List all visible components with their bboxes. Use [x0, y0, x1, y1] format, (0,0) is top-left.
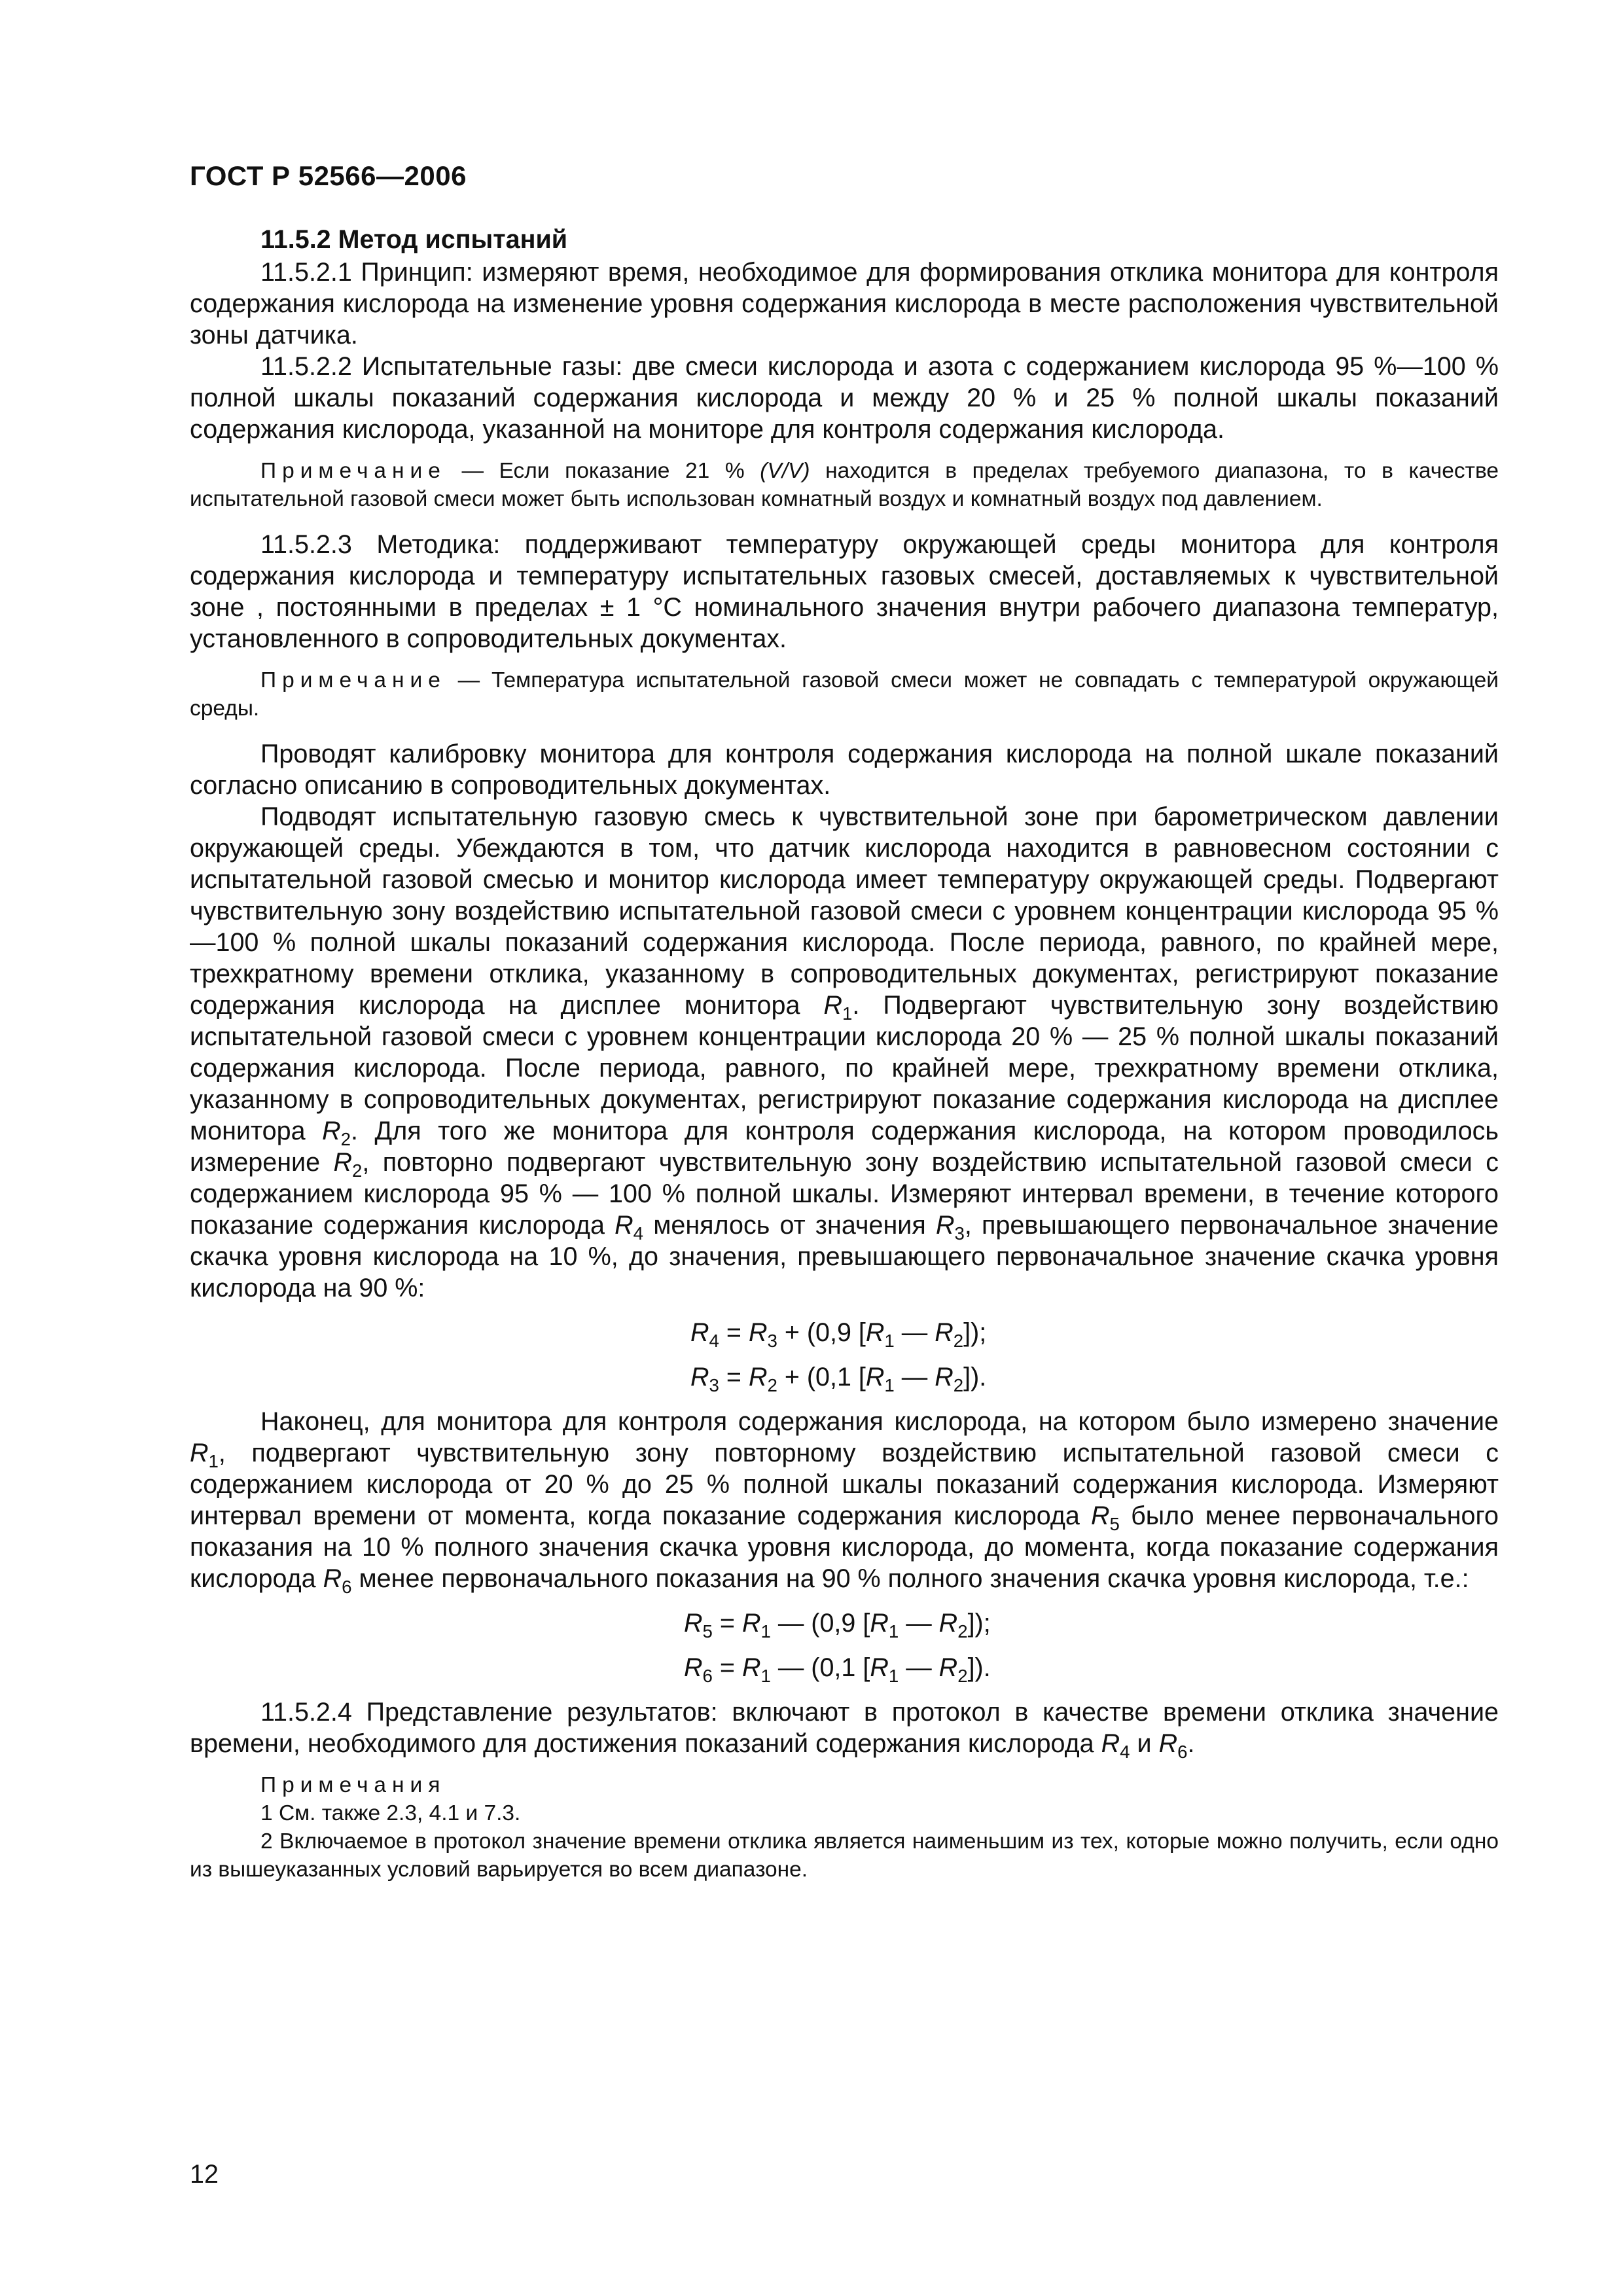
formula-r5: $R_5 = R_1$ — (0,9 [$R_1$ — $R_2$]);	[684, 1609, 991, 1641]
formula-r3: $R_3 = R_2 + (0,1$ [$R_1$ — $R_2$]).	[690, 1363, 987, 1395]
note-temperature: Примечание — Температура испытательной газовой смеси может не совпадать с температурой окружающей среды.	[190, 668, 1499, 721]
formula-r4: $R_4 = R_3 + (0,9$ [$R_1$ — $R_2$]);	[690, 1318, 987, 1351]
document-page	[190, 0, 1499, 2296]
paragraph-test-gases: 11.5.2.2 Испытательные газы: две смеси кислорода и азота с содержанием кислорода 95 %—100 % полной шкалы показаний содержания кислорода и между 20 % и 25 % полной шкалы показаний содержания кислорода, указанной на мониторе для контроля содержания кислорода.	[190, 352, 1499, 444]
document-header: ГОСТ Р 52566—2006	[190, 160, 467, 191]
notes-title: Примечания	[260, 1773, 446, 1797]
page-number: 12	[190, 2160, 219, 2189]
note-label: Примечание	[260, 668, 446, 692]
note-item-1: 1 См. также 2.3, 4.1 и 7.3.	[260, 1801, 521, 1825]
paragraph-calibration: Проводят калибровку монитора для контроля содержания кислорода на полной шкале показаний согласно описанию в сопроводительных документах.	[190, 740, 1499, 800]
note-label: Примечание	[260, 459, 446, 483]
paragraph-method: 11.5.2.3 Методика: поддерживают температуру окружающей среды монитора для контроля содержания кислорода и температуру испытательных газовых смесей, доставляемых к чувствительной зоне , постоянными в пределах ± 1 °С номинального значения внутри рабочего диапазона температур, установленного в сопроводительных документах.	[190, 530, 1499, 653]
note-room-air: Примечание — Если показание 21 % (V/V) находится в пределах требуемого диапазона, то в качестве испытательной газовой смеси может быть использован комнатный воздух и комнатный воздух под давлением.	[190, 459, 1499, 511]
document-body	[190, 224, 1499, 1884]
section-title: 11.5.2 Метод испытаний	[260, 225, 568, 254]
formula-r6: $R_6 = R_1$ — (0,1 [$R_1$ — $R_2$]).	[684, 1653, 991, 1686]
paragraph-results: 11.5.2.4 Представление результатов: включают в протокол в качестве времени отклика значение времени, необходимого для достижения показаний содержания кислорода $R_4$ и $R_6$.	[190, 1698, 1499, 1762]
paragraph-final-step: Наконец, для монитора для контроля содержания кислорода, на котором было измерено значение $R_1$, подвергают чувствительную зону повторному воздействию испытательной газовой смеси с содержанием кислорода от 20 % до 25 % полной шкалы показаний содержания кислорода. Измеряют интервал времени от момента, когда показание содержания кислорода $R_5$ было менее первоначального показания на 10 % полного значения скачка уровня кислорода, до момента, когда показание содержания кислорода $R_6$ менее первоначального показания на 90 % полного значения скачка уровня кислорода, т.е.:	[190, 1407, 1499, 1597]
paragraph-procedure: Подводят испытательную газовую смесь к чувствительной зоне при барометрическом давлении окружающей среды. Убеждаются в том, что датчик кислорода находится в равновесном состоянии с испытательной газовой смесью и монитор кислорода имеет температуру окружающей среды. Подвергают чувствительную зону воздействию испытательной газовой смеси с уровнем концентрации кислорода 95 %—100 % полной шкалы показаний содержания кислорода. После периода, равного, по крайней мере, трехкратному времени отклика, указанному в сопроводительных документах, регистрируют показание содержания кислорода на дисплее монитора $R_1$. Подвергают чувствительную зону воздействию испытательной газовой смеси с уровнем концентрации кислорода 20 % — 25 % полной шкалы показаний содержания кислорода. После периода, равного, по крайней мере, трехкратному времени отклика, указанному в сопроводительных документах, регистрируют показание содержания кислорода на дисплее монитора $R_2$. Для того же монитора для контроля содержания кислорода, на котором проводилось измерение $R_2$, повторно подвергают чувствительную зону воздействию испытательной газовой смеси с содержанием кислорода 95 % — 100 % полной шкалы. Измеряют интервал времени, в течение которого показание содержания кислорода $R_4$ менялось от значения $R_3$, превышающего первоначальное значение скачка уровня кислорода на 10 %, до значения, превышающего первоначальное значение скачка уровня кислорода на 90 %:	[190, 802, 1499, 1302]
note-item-2: 2 Включаемое в протокол значение времени отклика является наименьшим из тех, которые можно получить, если одно из вышеуказанных условий варьируется во всем диапазоне.	[190, 1829, 1499, 1882]
paragraph-principle: 11.5.2.1 Принцип: измеряют время, необходимое для формирования отклика монитора для контроля содержания кислорода на изменение уровня содержания кислорода в месте расположения чувствительной зоны датчика.	[190, 258, 1499, 350]
